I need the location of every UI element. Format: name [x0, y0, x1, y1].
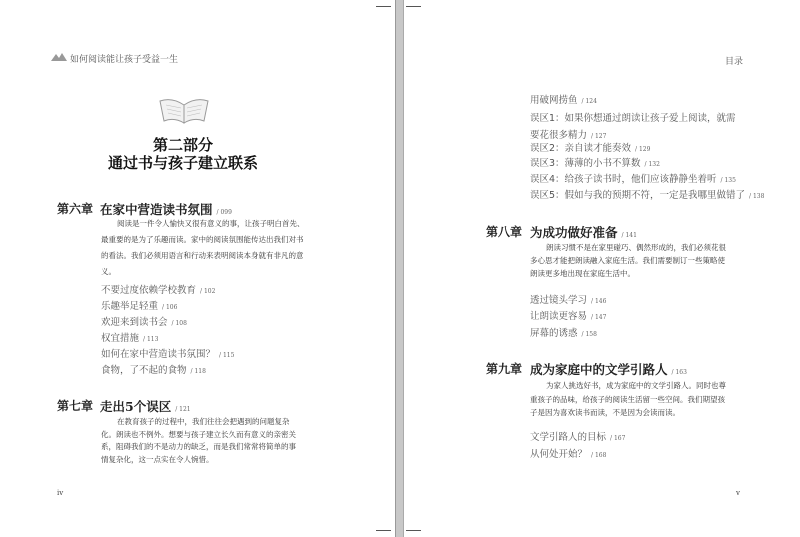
- section-title: 成为家庭中的文学引路人: [530, 362, 668, 377]
- page-number: / 127: [591, 133, 607, 140]
- page-number: / 146: [591, 298, 607, 305]
- section-title: 走出5个误区: [100, 399, 172, 414]
- page-number: / 168: [591, 452, 607, 459]
- toc-section[interactable]: [101, 298, 177, 312]
- page-number: / 124: [581, 98, 597, 105]
- chapter-summary: 为家人挑选好书，成为家庭中的文学引路人。同时也尊重孩子的品味，给孩子的阅读生活留一些空间。我们期望孩子是因为喜欢读书而读，不是因为会读而读。: [530, 381, 726, 417]
- toc-section[interactable]: [530, 446, 606, 460]
- toc-section[interactable]: [101, 362, 206, 376]
- section-title: 透过镜头学习: [530, 295, 588, 306]
- chapter-number: 第六章: [57, 202, 94, 216]
- toc-section[interactable]: [530, 171, 736, 185]
- crop-mark: [376, 530, 391, 531]
- section-title: 文学引路人的目标: [530, 432, 607, 443]
- page-number: / 115: [219, 352, 235, 359]
- part-title: 通过书与孩子建立联系: [107, 154, 258, 172]
- chapter-summary: 在教育孩子的过程中，我们往往会把遇到的问题复杂化。朗读也不例外。想要与孩子建立长久而有意义的亲密关系，阻碍我们的不是动力的缺乏，而是我们常常将简单的事情复杂化，这一点实在令人惋惜。: [101, 417, 296, 464]
- chapter-number: 第九章: [486, 362, 523, 376]
- section-title: 误区4：给孩子读书时，他们应该静静坐着听: [530, 174, 717, 185]
- running-head-bird-icon: [51, 53, 67, 61]
- toc-section[interactable]: [530, 140, 650, 154]
- chapter-number: 第七章: [57, 399, 94, 413]
- toc-section[interactable]: [530, 292, 606, 306]
- toc-section[interactable]: [530, 325, 597, 339]
- toc-section[interactable]: [101, 282, 215, 296]
- section-title: 食物，了不起的食物: [101, 365, 187, 376]
- page-number: / 141: [621, 232, 637, 239]
- section-title: 为成功做好准备: [530, 225, 618, 240]
- section-title: 乐趣举足轻重: [101, 301, 159, 312]
- toc-section[interactable]: [530, 155, 660, 169]
- toc-section[interactable]: [101, 330, 158, 344]
- page-number: / 132: [644, 161, 660, 168]
- crop-mark: [376, 6, 391, 7]
- section-title: 误区2：亲自读才能奏效: [530, 143, 632, 154]
- page-number: / 158: [581, 331, 597, 338]
- toc-section[interactable]: [101, 346, 234, 360]
- open-book-icon: [158, 95, 210, 125]
- page-folio: v: [736, 489, 740, 497]
- toc-section[interactable]: [101, 314, 187, 328]
- page-number: / 167: [610, 435, 626, 442]
- page-number: / 121: [175, 406, 191, 413]
- running-head: 目录: [725, 57, 744, 67]
- running-head: 如何阅读能让孩子受益一生: [70, 55, 179, 65]
- page-number: / 099: [216, 209, 232, 216]
- section-title: 如何在家中营造读书氛围？: [101, 349, 216, 360]
- toc-section[interactable]: [530, 429, 625, 443]
- chapter-title[interactable]: [530, 223, 637, 241]
- page-number: / 147: [591, 314, 607, 321]
- section-title: 权宜措施: [101, 333, 140, 344]
- page-number: / 138: [749, 193, 765, 200]
- chapter-summary: 朗读习惯不是在家里碰巧、偶然形成的，我们必须花很多心思才能把朗读融入家庭生活。我们需要制订一些策略使朗读更多地出现在家庭生活中。: [530, 243, 726, 278]
- page-number: / 163: [671, 369, 687, 376]
- section-title: 用破网捞鱼: [530, 95, 578, 106]
- chapter-summary: 阅读是一件令人愉快又很有意义的事，让孩子明白首先、最重要的是为了乐趣而读。家中的阅读氛围能传达出我们对书的看法。我们必须用语言和行动来表明阅读本身就有非凡的意义。: [101, 219, 305, 276]
- chapter-title[interactable]: [530, 360, 687, 378]
- part-label: 第二部分: [152, 136, 213, 154]
- book-gutter: [395, 0, 404, 537]
- section-title: 误区5：假如与我的预期不符，一定是我哪里做错了: [530, 190, 746, 201]
- chapter-title-text: 在家中营造读书氛围: [100, 202, 213, 217]
- section-title: 误区3：薄薄的小书不算数: [530, 158, 641, 169]
- page-number: / 118: [190, 368, 206, 375]
- chapter-title[interactable]: [100, 397, 191, 415]
- page-number: / 135: [720, 177, 736, 184]
- section-title: 屏幕的诱惑: [530, 328, 578, 339]
- page-number: / 106: [162, 304, 178, 311]
- section-title: 让朗读更容易: [530, 311, 588, 322]
- section-title: 欢迎来到读书会: [101, 317, 168, 328]
- toc-section[interactable]: [530, 92, 597, 106]
- page-number: / 113: [143, 336, 159, 343]
- section-title: 不要过度依赖学校教育: [101, 285, 197, 296]
- section-title: 从何处开始？: [530, 449, 588, 460]
- toc-section[interactable]: [530, 187, 764, 201]
- page-number: / 102: [200, 288, 216, 295]
- section-title: 误区1：如果你想通过朗读让孩子爱上阅读，就需要花很多精力: [530, 113, 736, 141]
- page-folio: iv: [57, 489, 64, 497]
- crop-mark: [406, 6, 421, 7]
- page-number: / 129: [635, 146, 651, 153]
- page-number: / 108: [171, 320, 187, 327]
- crop-mark: [406, 530, 421, 531]
- chapter-number: 第八章: [486, 225, 523, 239]
- toc-section[interactable]: [530, 308, 606, 322]
